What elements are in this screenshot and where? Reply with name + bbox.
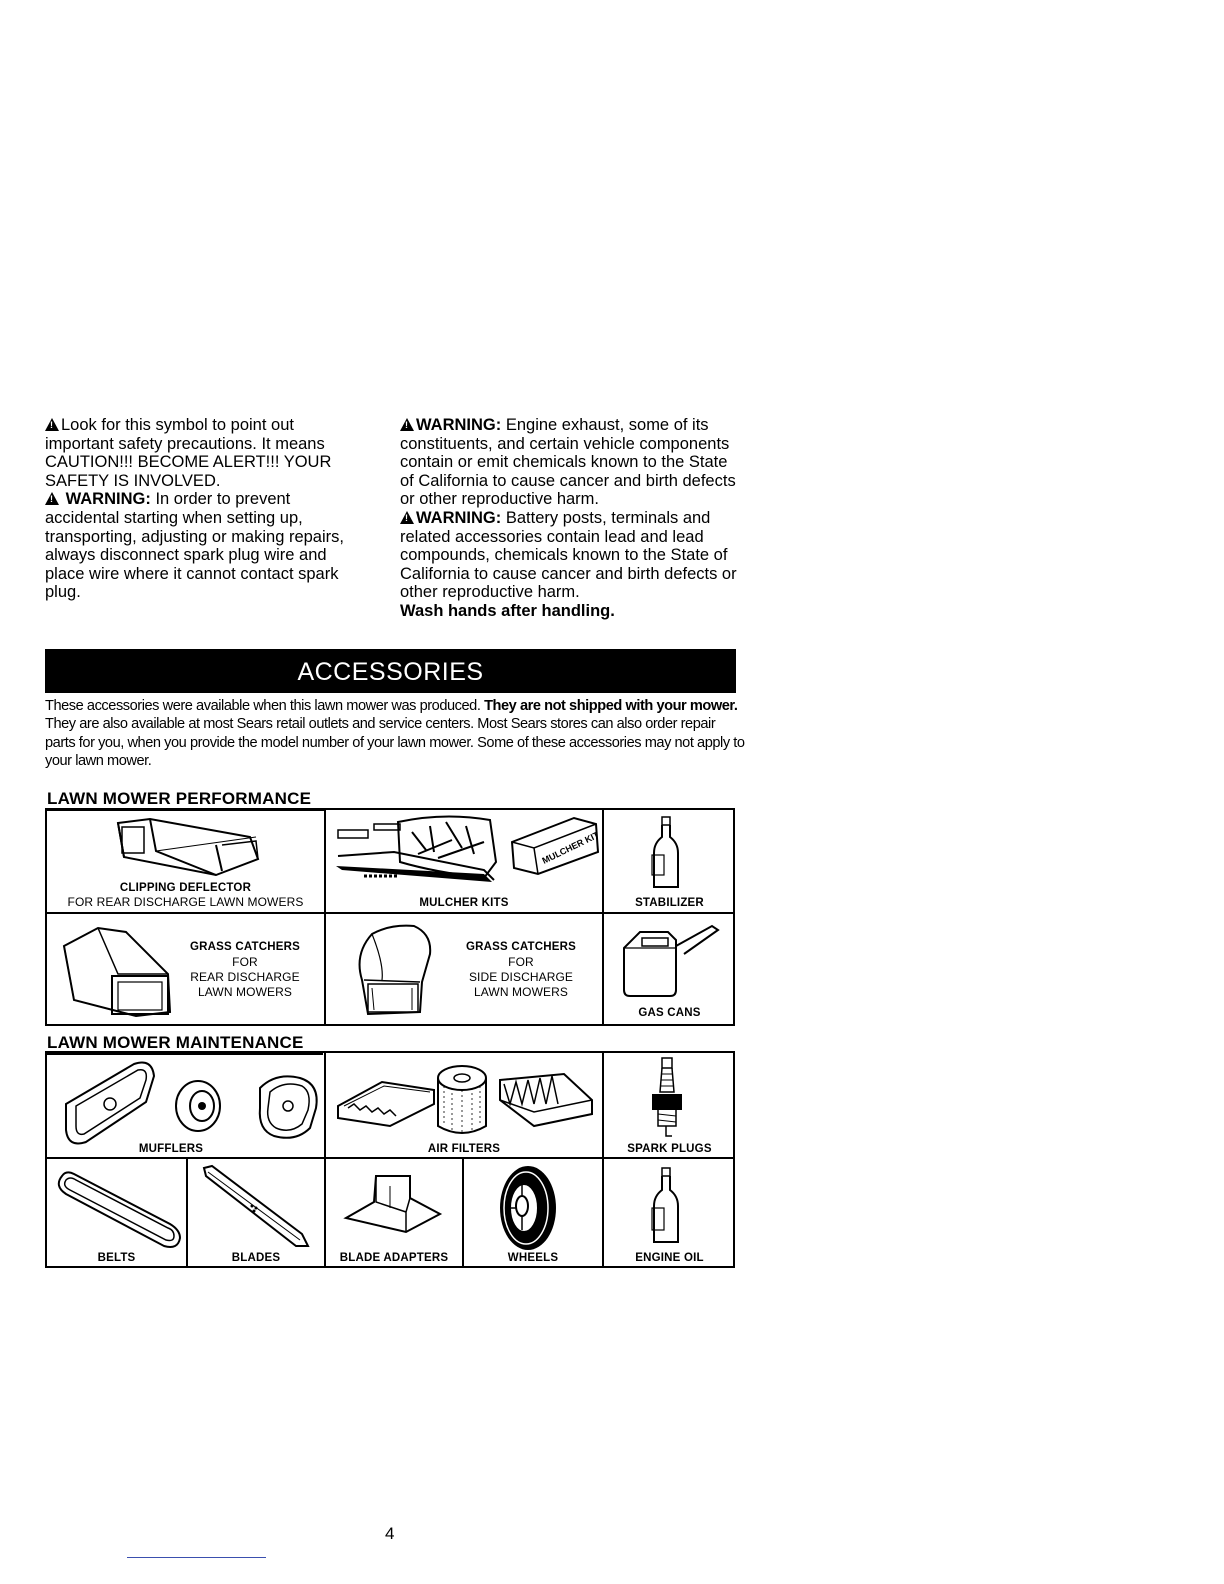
grid-divider xyxy=(45,1157,735,1159)
wash-hands-note: Wash hands after handling. xyxy=(400,601,615,620)
footer-rule xyxy=(127,1557,266,1558)
wheels-icon xyxy=(494,1162,564,1254)
blade-adapters-icon xyxy=(340,1168,450,1248)
mufflers-icon xyxy=(60,1058,322,1144)
stabilizer-bottle-icon xyxy=(648,815,688,893)
warning-label: WARNING: xyxy=(65,490,151,509)
belts-label: BELTS xyxy=(97,1252,136,1264)
safety-right-column xyxy=(400,416,742,621)
grid-divider xyxy=(324,1051,326,1268)
page-number: 4 xyxy=(385,1524,395,1543)
belts-icon xyxy=(52,1168,184,1252)
grass-catchers-side-line3: SIDE DISCHARGE xyxy=(468,970,574,984)
warning-label: WARNING: xyxy=(416,508,502,527)
grass-catchers-rear-line2: FOR xyxy=(232,955,258,969)
grass-catcher-rear-icon xyxy=(60,924,180,1018)
grid-divider xyxy=(45,912,735,914)
grass-catchers-side-line2: FOR xyxy=(508,955,534,969)
engine-oil-label: ENGINE OIL xyxy=(635,1252,704,1264)
mufflers-label: MUFFLERS xyxy=(138,1143,204,1155)
blades-icon xyxy=(198,1164,314,1252)
warning-label: WARNING: xyxy=(416,416,502,434)
symbol-paragraph: !Look for this symbol to point out important safety precautions. It means CAUTION!!! BECOME ALERT!!! YOUR SAFETY IS INVOLVED. xyxy=(45,416,365,490)
warning-paragraph-left: ! WARNING: In order to prevent accidental starting when setting up, transporting, adjusting or making repairs, always disconnect spark plug wire and place wire where it cannot contact spark plug. xyxy=(45,490,365,602)
mulcher-kit-icon xyxy=(334,812,599,890)
blades-label: BLADES xyxy=(231,1252,281,1264)
wheels-label: WHEELS xyxy=(507,1252,559,1264)
grass-catchers-rear-line3: REAR DISCHARGE xyxy=(190,970,300,984)
air-filters-icon xyxy=(334,1060,596,1142)
grid-divider xyxy=(602,1051,604,1268)
mulcher-box-text: MULCHER KIT xyxy=(540,829,601,866)
clipping-deflector-sublabel: FOR REAR DISCHARGE LAWN MOWERS xyxy=(67,895,304,909)
accessories-banner: ACCESSORIES xyxy=(45,649,736,693)
warning-triangle-icon xyxy=(400,418,414,431)
spark-plugs-label: SPARK PLUGS xyxy=(627,1143,712,1155)
warning-triangle-icon xyxy=(45,492,59,505)
warning-paragraph-battery: !WARNING: Battery posts, terminals and related accessories contain lead and lead compounds, chemicals known to the State of California to cause cancer and birth defects or other reproductive harm. xyxy=(400,509,742,602)
stabilizer-label: STABILIZER xyxy=(635,897,704,909)
maintenance-section-title: LAWN MOWER MAINTENANCE xyxy=(47,1033,323,1055)
grid-divider xyxy=(602,808,604,1026)
clipping-deflector-icon xyxy=(110,815,270,885)
warning-triangle-icon xyxy=(400,511,414,524)
safety-left-column xyxy=(45,416,365,602)
engine-oil-bottle-icon xyxy=(648,1166,688,1248)
grass-catchers-rear-line4: LAWN MOWERS xyxy=(198,985,292,999)
gas-cans-label: GAS CANS xyxy=(638,1007,701,1019)
performance-section-title: LAWN MOWER PERFORMANCE xyxy=(47,789,325,811)
grass-catchers-side-line1: GRASS CATCHERS xyxy=(466,941,576,953)
clipping-deflector-label: CLIPPING DEFLECTOR xyxy=(119,882,252,894)
warning-triangle-icon xyxy=(45,418,59,431)
grass-catchers-rear-line1: GRASS CATCHERS xyxy=(190,941,300,953)
grid-divider xyxy=(324,808,326,1026)
air-filters-label: AIR FILTERS xyxy=(427,1143,501,1155)
warning-paragraph-exhaust: !WARNING: Engine exhaust, some of its constituents, and certain vehicle components contain or emit chemicals known to the State of California to cause cancer and birth defects or other reproductive harm. xyxy=(400,416,742,509)
blade-adapters-label: BLADE ADAPTERS xyxy=(339,1252,449,1264)
grass-catchers-side-line4: LAWN MOWERS xyxy=(474,985,568,999)
spark-plug-icon xyxy=(648,1056,688,1142)
gas-can-icon xyxy=(620,920,724,1000)
accessories-intro: These accessories were available when this lawn mower was produced. They are not shipped with your mower. They are also available at most Sears retail outlets and service centers. Most Sears stores can also order repair parts for you, when you provide the model number of your lawn mower. Some of these accessories may not apply to your lawn mower. xyxy=(45,698,745,770)
grass-catcher-side-icon xyxy=(350,924,440,1018)
mulcher-kits-label: MULCHER KITS xyxy=(419,897,509,909)
